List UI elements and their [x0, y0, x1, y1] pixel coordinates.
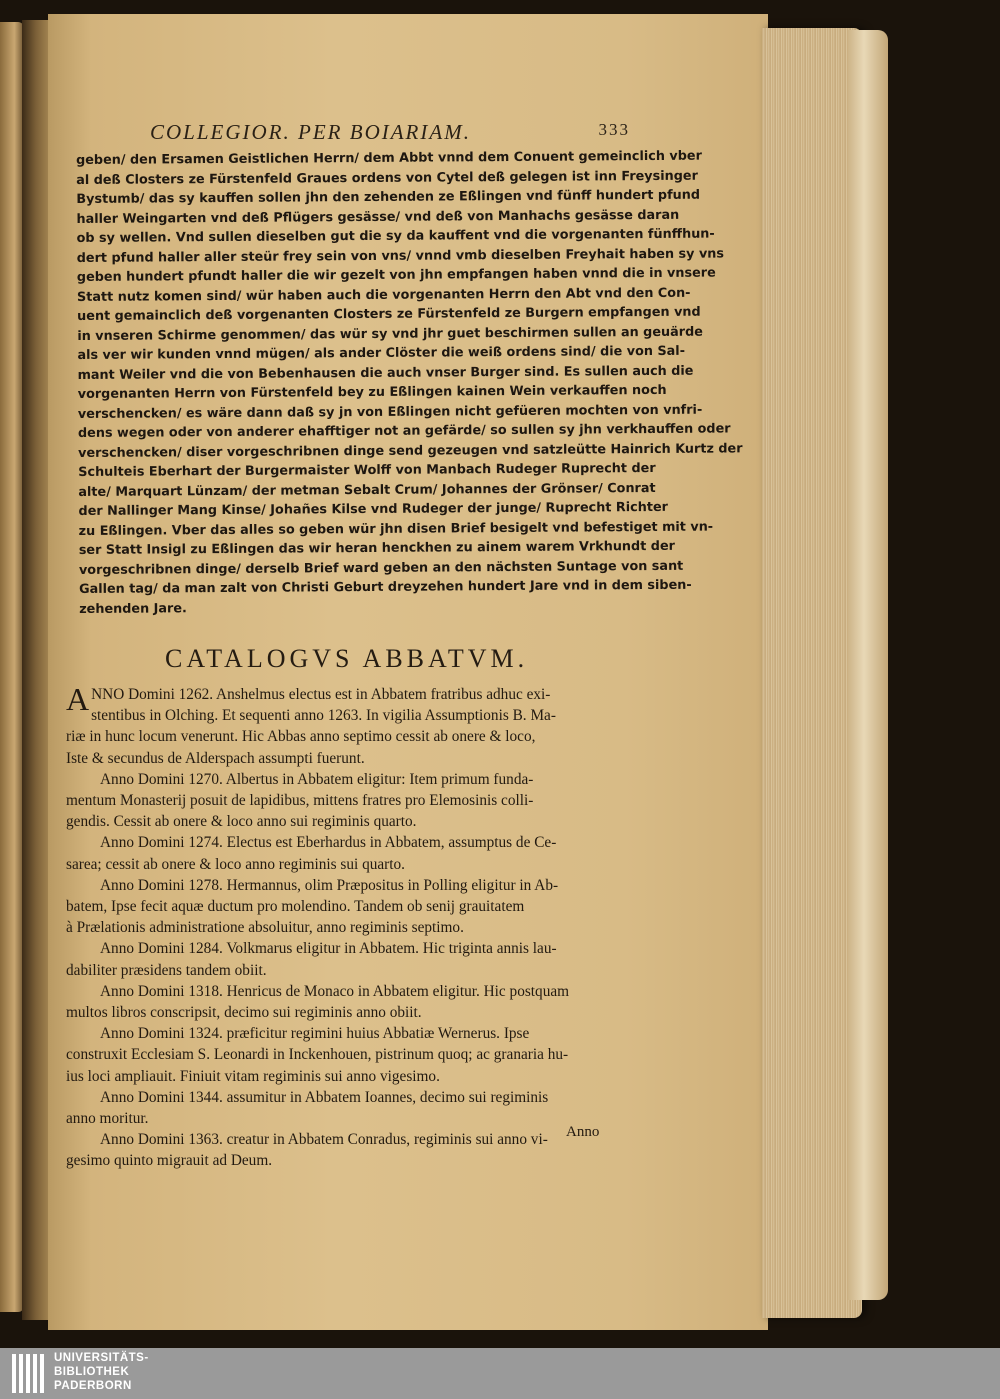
german-text-line: dens wegen oder von anderer ehafftiger not an gefärde/ so sullen sy jhn verkhauffen oder [77, 421, 731, 441]
catalog-line-text: sarea; cessit ab onere & loco anno regiminis sui quarto. [66, 855, 405, 873]
german-text-line: in vnseren Schirme genommen/ das wür sy vnd jhr guet beschirmen sullen an geuärde [77, 324, 703, 344]
left-page-edge [0, 22, 24, 1312]
catalog-line-text: Anno Domini 1278. Hermannus, olim Præpositus in Polling eligitur in Ab- [100, 876, 559, 894]
library-name [54, 1351, 149, 1393]
catalog-line [66, 854, 622, 875]
catalog-line-text: riæ in hunc locum venerunt. Hic Abbas anno septimo cessit ab onere & loco, [66, 728, 536, 746]
catalog-line [66, 960, 622, 981]
catalog-line [66, 875, 622, 896]
catalog-line-text: Anno Domini 1363. creatur in Abbatem Conradus, regiminis sui anno vi- [100, 1131, 548, 1149]
catalog-line [66, 811, 622, 832]
german-text-line: uent gemainclich deß vorgenanten Closters ze Fürstenfeld ze Burgern empfangen vnd [77, 304, 701, 324]
german-text-line: geben/ den Ersamen Geistlichen Herrn/ dem Abbt vnnd dem Conuent gemeinclich vber [76, 148, 702, 168]
page-fore-edge [762, 28, 862, 1318]
catalog-line [66, 726, 622, 747]
catalog-line [66, 1087, 622, 1108]
german-text-line: Bystumb/ das sy kauffen sollen jhn den zehenden ze Eßlingen vnd fünff hundert pfund [76, 187, 701, 207]
german-text-line: mant Weiler vnd die von Bebenhausen die auch vnser Burger sind. Es sullen auch die [77, 363, 694, 383]
german-text-line: geben hundert pfundt haller die wir gezelt von jhn empfangen haben vnnd die in vnsere [76, 265, 716, 285]
catalog-line-text: anno moritur. [66, 1110, 149, 1128]
german-text-line: verschencken/ es wäre dann daß sy jn von Eßlingen nicht gefüeren mochten von vnfri- [77, 402, 703, 422]
catalog-line-text: Anno Domini 1324. præficitur regimini huius Abbatiæ Wernerus. Ipse [100, 1025, 530, 1043]
catalog-line-text: gendis. Cessit ab onere & loco anno sui regiminis quarto. [66, 813, 417, 831]
catalog-line-text: gesimo quinto migrauit ad Deum. [66, 1152, 273, 1170]
catalog-line-text: Iste & secundus de Alderspach assumpti fuerunt. [66, 749, 365, 767]
abbots-catalog-text [66, 681, 622, 1172]
catalog-line-text: Anno Domini 1344. assumitur in Abbatem Ioannes, decimo sui regiminis [100, 1088, 549, 1106]
catalog-line [66, 1129, 622, 1150]
catalog-line [66, 1150, 622, 1171]
library-footer [0, 1348, 1000, 1399]
catalog-line [66, 832, 622, 853]
catalog-line-text: Anno Domini 1270. Albertus in Abbatem eligitur: Item primum funda- [100, 770, 534, 788]
catalog-line-text: Anno Domini 1318. Henricus de Monaco in Abbatem eligitur. Hic postquam [100, 982, 570, 1000]
german-text-line: vorgenanten Herrn von Fürstenfeld bey zu Eßlingen kainen Wein verkauffen noch [77, 382, 667, 402]
catalog-line [66, 1023, 622, 1044]
german-text-line: haller Weingarten vnd deß Pflügers gesässe/ vnd deß von Manhachs gesässe daran [76, 207, 680, 227]
library-name-line2: BIBLIOTHEK [54, 1366, 130, 1378]
catchword: Anno [566, 1124, 600, 1140]
german-text-line: dert pfund haller aller steür frey sein von vns/ vnnd vmb dieselben Freyhait haben sy vns [76, 245, 725, 266]
library-name-line3: PADERBORN [54, 1380, 132, 1392]
german-text-line: ob sy wellen. Vnd sullen dieselben gut die sy da kauffent vnd die vorgenanten fünffhun- [76, 226, 715, 246]
catalog-line [66, 1108, 622, 1129]
german-text-line: ser Statt Insigl zu Eßlingen das wir heran henckhen zu ainem warem Vrkhundt der [78, 538, 675, 558]
catalog-line-text: multos libros conscripsit, decimo sui regiminis anno obiit. [66, 1004, 422, 1022]
catalog-line [66, 705, 622, 726]
catalog-line-text: stentibus in Olching. Et sequenti anno 1263. In vigilia Assumptionis B. Ma- [91, 707, 556, 725]
catalog-dropcap: A [66, 681, 90, 717]
german-text-line: als ver wir kunden vnnd mügen/ als ander Clöster die weiß ordens sind/ die von Sal- [77, 343, 686, 363]
running-header [150, 120, 630, 148]
catalog-line-text: NNO Domini 1262. Anshelmus electus est in Abbatem fratribus adhuc exi- [91, 686, 551, 703]
catalog-line [66, 748, 622, 769]
running-title: COLLEGIOR. PER BOIARIAM. [150, 120, 471, 144]
catalog-line-text: Anno Domini 1284. Volkmarus eligitur in Abbatem. Hic triginta annis lau- [100, 940, 557, 958]
german-text-line: zu Eßlingen. Vber das alles so geben wür jhn disen Brief besigelt vnd befestiget mit vn- [78, 519, 714, 539]
catalog-line [66, 917, 622, 938]
german-text-line: alte/ Marquart Lünzam/ der metman Sebalt Crum/ Johannes der Grönser/ Conrat [78, 480, 656, 500]
catalog-title: CATALOGVS ABBATVM. [165, 644, 529, 673]
catalog-line-text: batem, Ipse fecit aquæ ductum pro molendino. Tandem ob senij grauitatem [66, 898, 525, 916]
library-logo-icon [10, 1352, 50, 1395]
german-text-line: Schulteis Eberhart der Burgermaister Wolff von Manbach Rudeger Ruprecht der [78, 460, 656, 480]
catalog-line [66, 790, 622, 811]
catalog-line-text: à Prælationis administratione absoluitur, anno regiminis septimo. [66, 919, 464, 937]
german-text-line: vorgeschribnen dinge/ derselb Brief ward geben an den nächsten Suntage von sant [78, 558, 684, 578]
catalog-line [66, 1044, 622, 1065]
catalog-line-text: ius loci ampliauit. Finiuit vitam regiminis sui anno vigesimo. [66, 1067, 440, 1085]
catalog-line-text: mentum Monasterij posuit de lapidibus, mittens fratres pro Elemosinis colli- [66, 792, 534, 810]
german-text-line: verschencken/ diser vorgeschribnen dinge send gezeugen vnd satzleütte Hainrich Kurtz der [78, 440, 743, 461]
catalog-line [66, 938, 622, 959]
catalog-line-text: construxit Ecclesiam S. Leonardi in Inckenhouen, pistrinum quoq; ac granaria hu- [66, 1046, 569, 1064]
page-number: 333 [598, 120, 630, 139]
catalog-line-text: dabiliter præsidens tandem obiit. [66, 961, 267, 979]
german-text-line: al deß Closters ze Fürstenfeld Graues ordens von Cytel deß gelegen ist inn Freysinger [76, 168, 698, 188]
catalog-line [66, 1066, 622, 1087]
german-text-line: zehenden Jare. [79, 600, 187, 617]
page-fore-edge-outer [848, 30, 888, 1300]
catalog-line [66, 1002, 622, 1023]
catalog-line [66, 981, 622, 1002]
german-text-line: Statt nutz komen sind/ wür haben auch die vorgenanten Herrn den Abt vnd den Con- [76, 285, 691, 305]
catalog-line-text: Anno Domini 1274. Electus est Eberhardus in Abbatem, assumptus de Ce- [100, 834, 557, 852]
german-text-line: Gallen tag/ da man zalt von Christi Geburt dreyzehen hundert Jare vnd in dem siben- [79, 577, 692, 597]
library-name-line1: UNIVERSITÄTS- [54, 1352, 149, 1364]
german-text-line: der Nallinger Mang Kinse/ Johañes Kilse vnd Rudeger der junge/ Ruprecht Richter [78, 499, 669, 519]
catalog-line [66, 769, 622, 790]
german-charter-text [76, 147, 743, 619]
catalog-line [66, 896, 622, 917]
